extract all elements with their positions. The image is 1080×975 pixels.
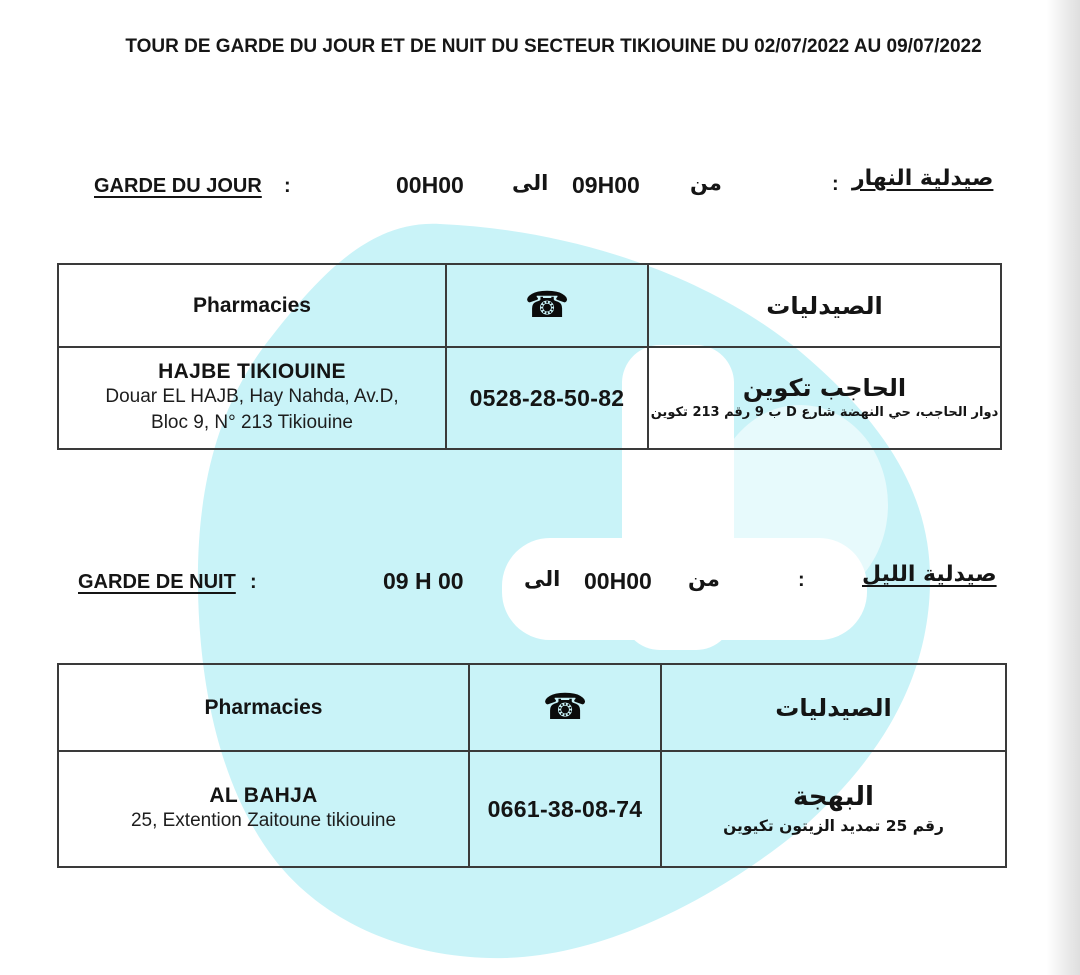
pharmacy-address-arabic: دوار الحاجب، حي النهضة شارع D ب 9 رقم 213 تكوين [650, 405, 999, 420]
night-shift-label-ar: صيدلية الليل [862, 562, 997, 587]
day-shift-start-time: 09H00 [572, 172, 640, 198]
pharmacy-phone-number: 0528-28-50-82 [469, 384, 625, 411]
night-shift-start-time: 00H00 [584, 568, 652, 594]
night-header-phone [469, 664, 661, 751]
pharmacies-header-label: Pharmacies [193, 293, 311, 317]
day-shift-colon: : [284, 175, 291, 197]
pharmacy-name: HAJBE TIKIOUINE [158, 360, 346, 383]
day-shift-word-from: من [690, 171, 722, 195]
day-pharmacy-row [58, 347, 1001, 449]
night-pharmacy-row [58, 751, 1006, 867]
pharmacies-header-label-arabic: الصيدليات [766, 291, 883, 320]
day-pharmacy-name-address-cell [58, 347, 446, 449]
telephone-icon: ☎ [524, 284, 570, 326]
night-shift-colon: : [250, 571, 257, 593]
pharmacy-name-arabic: الحاجب تكوين [742, 374, 907, 402]
pharmacy-address-arabic: رقم 25 تمديد الزيتون تكيوين [723, 817, 944, 835]
night-shift-label-fr: GARDE DE NUIT [78, 571, 236, 593]
pharmacy-address-line1: 25, Extention Zaitoune tikiouine [130, 810, 397, 831]
night-shift-word-to: الى [524, 567, 561, 591]
night-pharmacy-table [57, 663, 1007, 868]
night-pharmacy-phone-cell [469, 751, 661, 867]
pharmacies-header-label-arabic: الصيدليات [775, 693, 892, 722]
night-shift-word-from: من [688, 567, 720, 591]
day-table-header-row [58, 264, 1001, 347]
night-table-header-row [58, 664, 1006, 751]
pharmacy-name-arabic: البهجة [793, 782, 874, 812]
night-shift-end-time: 09 H 00 [383, 568, 464, 594]
day-shift-end-time: 00H00 [396, 172, 464, 198]
pharmacy-phone-number: 0661-38-08-74 [487, 795, 643, 822]
night-header-pharmacies [58, 664, 469, 751]
day-shift-label-ar: صيدلية النهار [852, 166, 994, 191]
day-shift-label-fr: GARDE DU JOUR [94, 175, 262, 197]
night-header-pharmacies-arabic [661, 664, 1006, 751]
document-title: TOUR DE GARDE DU JOUR ET DE NUIT DU SECTEUR TIKIOUINE DU 02/07/2022 AU 09/07/2022 [125, 36, 982, 57]
day-header-pharmacies-arabic [648, 264, 1001, 347]
day-shift-colon-ar: : [832, 173, 839, 195]
pharmacy-address-line1: Douar EL HAJB, Hay Nahda, Av.D, [105, 386, 399, 407]
day-pharmacy-arabic-cell [648, 347, 1001, 449]
pharmacy-address-line2: Bloc 9, N° 213 Tikiouine [151, 412, 353, 433]
day-pharmacy-phone-cell [446, 347, 648, 449]
day-header-pharmacies [58, 264, 446, 347]
day-header-phone [446, 264, 648, 347]
night-pharmacy-arabic-cell [661, 751, 1006, 867]
telephone-icon: ☎ [542, 686, 588, 728]
pharmacy-name: AL BAHJA [209, 784, 318, 807]
pharmacies-header-label: Pharmacies [204, 695, 323, 719]
day-pharmacy-table [57, 263, 1002, 450]
day-shift-word-to: الى [512, 171, 549, 195]
night-pharmacy-name-address-cell [58, 751, 469, 867]
night-shift-colon-ar: : [798, 569, 805, 591]
